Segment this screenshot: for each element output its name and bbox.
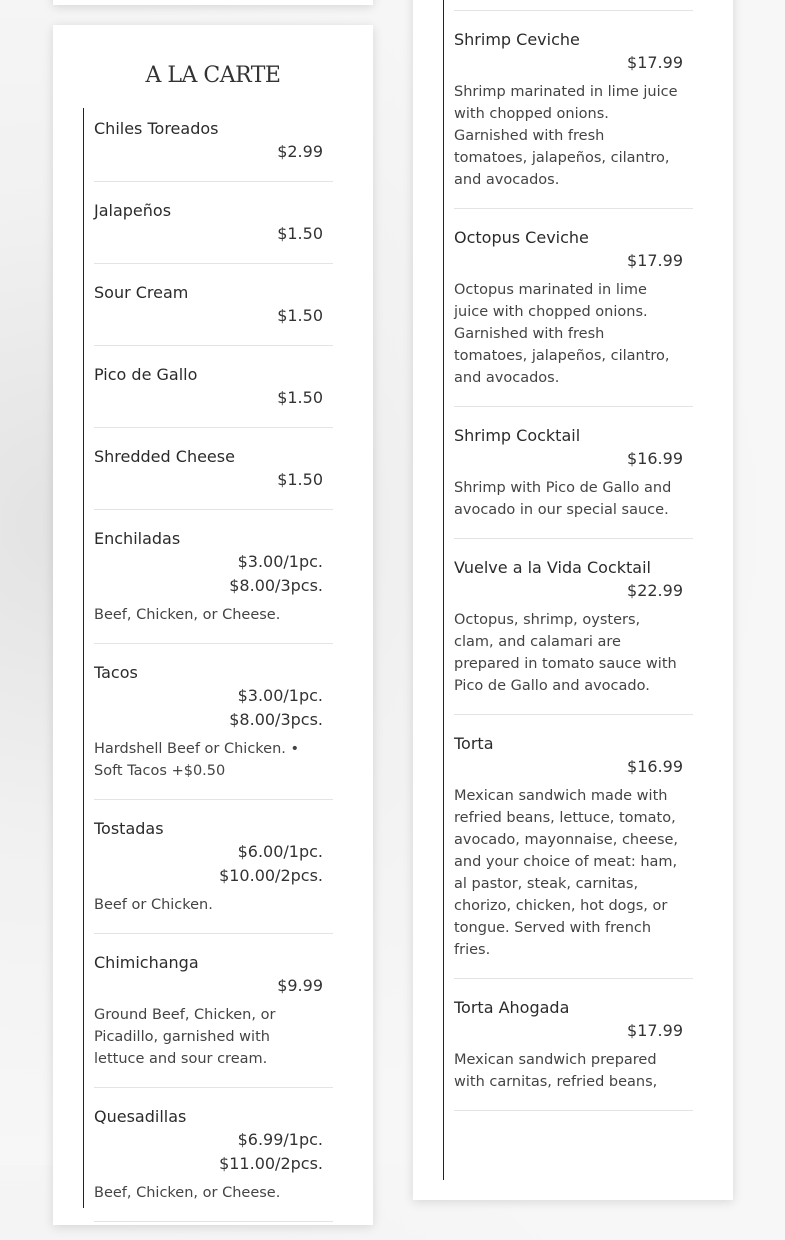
item-price: $6.99/1pc. (237, 1130, 323, 1149)
item-description: Ground Beef, Chicken, or Picadillo, garnished with lettuce and sour cream. (94, 1007, 276, 1067)
menu-item (94, 818, 333, 934)
a-la-carte-card (53, 25, 373, 1225)
item-price: $22.99 (627, 581, 683, 600)
item-prices (94, 140, 333, 164)
item-description: Mexican sandwich made with refried beans, lettuce, tomato, avocado, mayonnaise, cheese, and your choice of meat: ham, al pastor, steak, carnitas, chorizo, chicken, hot dogs, or tongue. Served with french fries. (454, 788, 679, 958)
section-rule (443, 0, 444, 1180)
item-price: $17.99 (627, 53, 683, 72)
item-price: $3.00/1pc. (237, 552, 323, 571)
menu-item (94, 662, 333, 800)
seafood-list (454, 0, 693, 1129)
item-price: $9.99 (277, 976, 323, 995)
menu-item (94, 200, 333, 264)
item-prices (94, 304, 333, 328)
item-price: $10.00/2pcs. (219, 866, 323, 885)
item-price: $1.50 (277, 388, 323, 407)
menu-item (94, 364, 333, 428)
item-name: Chimichanga (94, 953, 199, 972)
item-prices (94, 974, 333, 998)
menu-item (94, 528, 333, 644)
item-prices (94, 222, 333, 246)
item-name: Enchiladas (94, 529, 181, 548)
item-prices (94, 840, 333, 888)
menu-item (454, 733, 693, 979)
item-price: $8.00/3pcs. (229, 576, 323, 595)
menu-item (454, 557, 693, 715)
item-name: Quesadillas (94, 1107, 187, 1126)
item-prices (94, 468, 333, 492)
item-description: Octopus marinated in lime juice with chopped onions. Garnished with fresh tomatoes, jalapeños, cilantro, and avocados. (454, 282, 670, 386)
menu-item (454, 997, 693, 1111)
item-name: Octopus Ceviche (454, 228, 589, 247)
item-prices (454, 51, 693, 75)
item-price: $1.50 (277, 224, 323, 243)
item-price: $17.99 (627, 251, 683, 270)
item-price: $6.00/1pc. (237, 842, 323, 861)
item-prices (94, 684, 333, 732)
seafood-menu-card (413, 0, 733, 1200)
item-price: $8.00/3pcs. (229, 710, 323, 729)
item-name: Pico de Gallo (94, 365, 198, 384)
item-prices (454, 447, 693, 471)
item-price: $1.50 (277, 306, 323, 325)
item-description: Mexican sandwich prepared with carnitas, refried beans, (454, 1052, 658, 1090)
item-description: Hardshell Beef or Chicken. • Soft Tacos +$0.50 (94, 741, 300, 779)
item-prices (454, 1019, 693, 1043)
item-name: Torta (454, 734, 494, 753)
item-description: Shrimp with Pico de Gallo and avocado in our special sauce. (454, 480, 672, 518)
previous-menu-card (53, 0, 373, 5)
section-rule (83, 108, 84, 1208)
menu-item (94, 1106, 333, 1222)
item-prices (454, 249, 693, 273)
item-description: Shrimp marinated in lime juice with chopped onions. Garnished with fresh tomatoes, jalapeños, cilantro, and avocados. (454, 84, 678, 188)
item-name: Sour Cream (94, 283, 189, 302)
item-name: Chiles Toreados (94, 119, 219, 138)
item-name: Shrimp Cocktail (454, 426, 581, 445)
item-name: Tacos (94, 663, 138, 682)
menu-item (94, 952, 333, 1088)
item-name: Torta Ahogada (454, 998, 570, 1017)
item-price: $16.99 (627, 449, 683, 468)
item-prices (94, 1128, 333, 1176)
menu-item (454, 227, 693, 407)
item-prices (454, 579, 693, 603)
menu-item (454, 29, 693, 209)
item-description: Beef, Chicken, or Cheese. (94, 607, 281, 623)
item-description (454, 0, 693, 11)
item-price: $3.00/1pc. (237, 686, 323, 705)
menu-item (94, 118, 333, 182)
section-title: A LA CARTE (145, 63, 281, 88)
item-name: Jalapeños (94, 201, 172, 220)
item-price: $17.99 (627, 1021, 683, 1040)
item-description: Beef, Chicken, or Cheese. (94, 1185, 281, 1201)
a-la-carte-list (94, 118, 333, 1240)
item-description: Beef or Chicken. (94, 897, 213, 913)
item-price: $2.99 (277, 142, 323, 161)
item-name: Tostadas (94, 819, 164, 838)
menu-item (94, 282, 333, 346)
item-name: Shrimp Ceviche (454, 30, 580, 49)
item-prices (454, 755, 693, 779)
item-name: Vuelve a la Vida Cocktail (454, 558, 651, 577)
item-prices (94, 386, 333, 410)
item-price: $16.99 (627, 757, 683, 776)
menu-item (94, 446, 333, 510)
item-price: $1.50 (277, 470, 323, 489)
item-prices (94, 550, 333, 598)
menu-item (454, 425, 693, 539)
item-price: $11.00/2pcs. (219, 1154, 323, 1173)
item-name: Shredded Cheese (94, 447, 235, 466)
item-description: Octopus, shrimp, oysters, clam, and calamari are prepared in tomato sauce with Pico de Gallo and avocado. (454, 612, 677, 694)
